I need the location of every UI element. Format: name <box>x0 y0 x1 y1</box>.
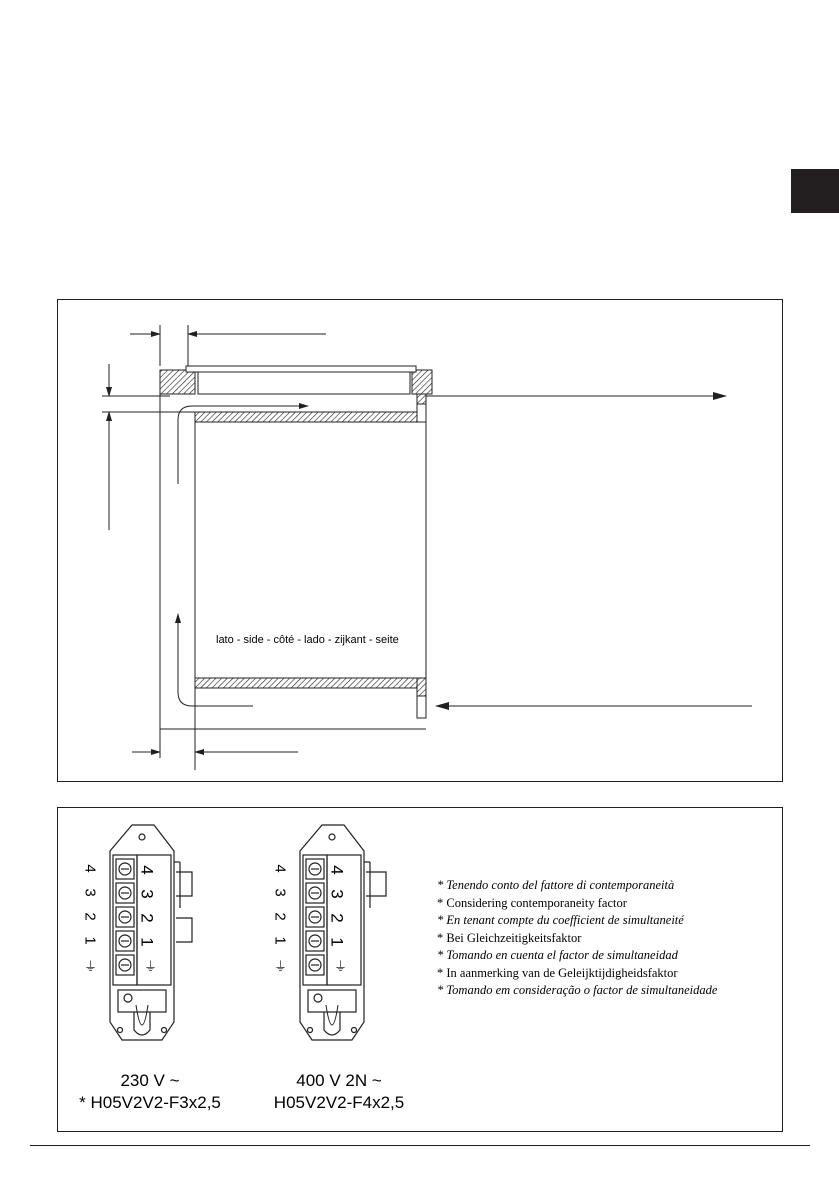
terminal-label: 2 <box>327 913 347 923</box>
side-label: lato - side - côté - lado - zijkant - seite <box>216 634 399 646</box>
terminal-label: 3 <box>81 888 99 897</box>
note-nl: * In aanmerking van de Geleijktijdigheidsfaktor <box>437 965 678 980</box>
voltage-label: 400 V 2N ~ <box>296 1071 382 1090</box>
footer-rule <box>30 1145 810 1146</box>
terminal-label: 3 <box>271 888 289 897</box>
terminal-label: 2 <box>81 912 99 921</box>
terminal-label: 4 <box>327 865 347 875</box>
terminal-label: 2 <box>271 912 289 921</box>
note-en: * Considering contemporaneity factor <box>437 895 627 910</box>
terminal-label: 2 <box>137 913 157 923</box>
wiring-caption-230v <box>60 1070 240 1114</box>
simultaneity-notes <box>437 877 717 1000</box>
terminal-label: 4 <box>81 864 99 873</box>
terminal-label: 1 <box>271 936 289 945</box>
jumper-4-3 <box>176 872 192 896</box>
terminal-label: 3 <box>137 889 157 899</box>
cable-spec: H05V2V2-F4x2,5 <box>273 1093 405 1112</box>
terminal-label: 4 <box>137 865 157 875</box>
terminal-block-400v-drawing <box>300 825 386 1040</box>
note-pt: * Tomando em consideração o factor de simultaneidade <box>437 983 718 997</box>
terminal-block-230v-drawing <box>110 825 192 1040</box>
wiring-caption-400v <box>258 1070 420 1114</box>
note-es: * Tomando en cuenta el factor de simultaneidad <box>437 948 678 962</box>
jumper-2-1 <box>176 918 192 942</box>
terminal-label: 1 <box>81 936 99 945</box>
ground-symbol: ⏚ <box>334 959 348 974</box>
cable-spec: * H05V2V2-F3x2,5 <box>79 1093 221 1112</box>
terminal-label: 1 <box>327 937 347 947</box>
voltage-label: 230 V ~ <box>120 1071 180 1090</box>
terminal-label: 4 <box>271 864 289 873</box>
terminal-label: 3 <box>327 889 347 899</box>
note-fr: * En tenant compte du coefficient de simultaneité <box>437 913 684 927</box>
ground-symbol: ⏚ <box>84 959 98 974</box>
note-de: * Bei Gleichzeitigkeitsfaktor <box>437 930 582 945</box>
ground-symbol: ⏚ <box>274 959 288 974</box>
terminal-label: 1 <box>137 937 157 947</box>
jumper-4-3 <box>366 872 386 896</box>
ground-symbol: ⏚ <box>144 959 158 974</box>
note-it: * Tenendo conto del fattore di contemporaneità <box>437 878 675 892</box>
